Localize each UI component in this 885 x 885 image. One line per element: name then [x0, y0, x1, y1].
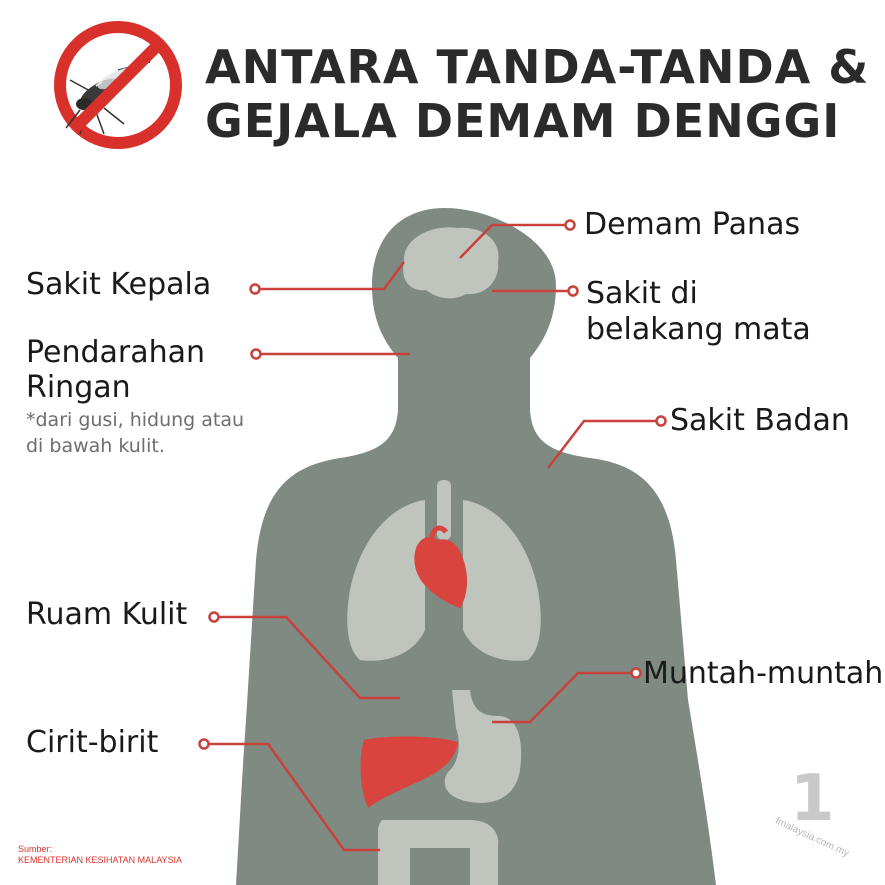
source-label: Sumber: — [18, 844, 53, 854]
label-cirit-birit: Cirit-birit — [26, 725, 159, 760]
no-mosquito-icon — [60, 27, 176, 143]
label-belakang-mata-line1: Sakit di — [586, 276, 698, 311]
label-ruam-kulit: Ruam Kulit — [26, 597, 188, 632]
dot-sakit-badan — [657, 417, 666, 426]
title-line-2: GEJALA DEMAM DENGGI — [205, 94, 841, 148]
title-line-1: ANTARA TANDA-TANDA & — [205, 40, 870, 94]
dot-sakit-kepala — [251, 285, 260, 294]
dot-muntah — [632, 669, 641, 678]
label-sakit-badan: Sakit Badan — [670, 403, 850, 438]
brain-shape — [403, 227, 498, 298]
watermark-site: fmalaysia.com.my — [773, 815, 851, 860]
dot-pendarahan — [252, 350, 261, 359]
note-pendarahan-line2: di bawah kulit. — [26, 435, 165, 457]
page-title — [205, 40, 869, 148]
label-sakit-kepala: Sakit Kepala — [26, 267, 212, 302]
note-pendarahan-line1: *dari gusi, hidung atau — [26, 409, 245, 431]
dot-belakang-mata — [569, 287, 578, 296]
dot-ruam-kulit — [210, 613, 219, 622]
label-demam-panas: Demam Panas — [584, 207, 801, 242]
label-pendarahan-line1: Pendarahan — [26, 335, 206, 370]
watermark-number: 1 — [790, 762, 835, 836]
label-muntah: Muntah-muntah — [643, 656, 884, 691]
source-name: KEMENTERIAN KESIHATAN MALAYSIA — [18, 855, 183, 865]
label-pendarahan-line2: Ringan — [26, 370, 131, 405]
dot-cirit-birit — [200, 740, 209, 749]
dot-demam-panas — [566, 221, 575, 230]
label-belakang-mata-line2: belakang mata — [586, 312, 811, 347]
